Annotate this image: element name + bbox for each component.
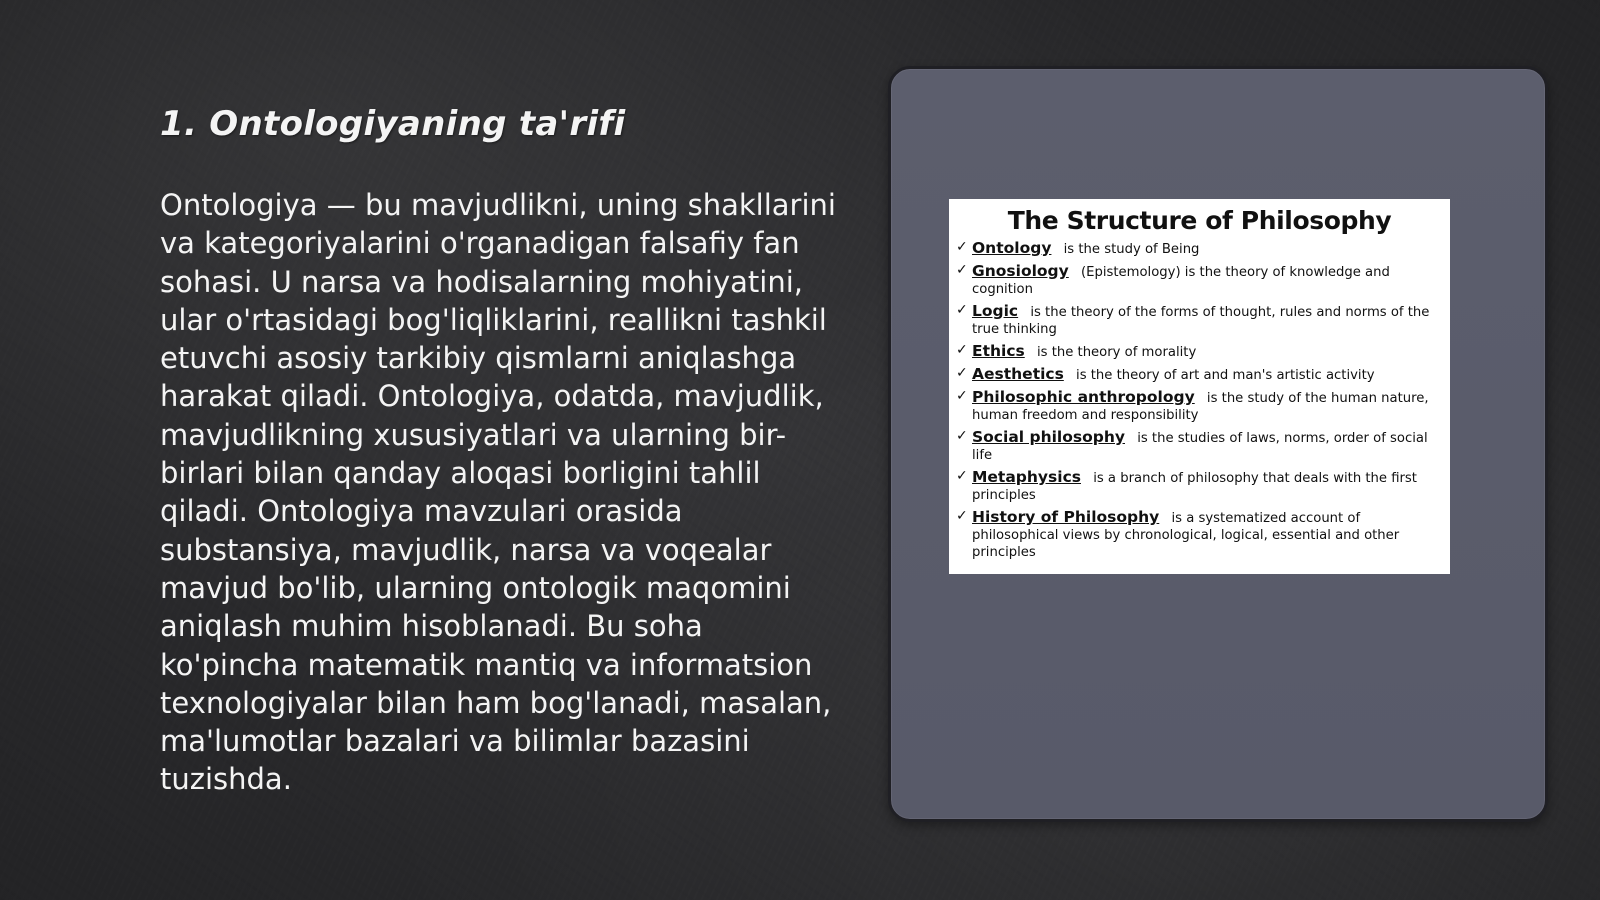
branch-term: Ethics bbox=[972, 342, 1025, 360]
branch-description: is the study of the human nature, human freedom and responsibility bbox=[972, 391, 1429, 423]
checkmark-icon: ✓ bbox=[956, 262, 968, 278]
list-item bbox=[955, 429, 1444, 464]
list-item bbox=[955, 343, 1444, 361]
branch-description: is the studies of laws, norms, order of social life bbox=[972, 431, 1428, 463]
branch-description: is the study of Being bbox=[1063, 242, 1200, 257]
list-item bbox=[955, 263, 1444, 298]
definition-paragraph: Ontologiya — bu mavjudlikni, uning shakllarini va kategoriyalarini o'rganadigan falsafiy fan sohasi. U narsa va hodisalarning mohiyatini, ular o'rtasidagi bog'liqliklarini, reallikni tashkil etuvchi asosiy tarkibiy qismlarni aniqlashga harakat qiladi. Ontologiya, odatda, mavjudlik, mavjudlikning xususiyatlari va ularning bir-birlari bilan qanday aloqasi borligini tahlil qiladi. Ontologiya mavzulari orasida substansiya, mavjudlik, narsa va voqealar mavjud bo'lib, ularning ontologik maqomini aniqlash muhim hisoblanadi. Bu soha ko'pincha matematik mantiq va informatsion texnologiyalar bilan ham bog'lanadi, masalan, ma'lumotlar bazalari va bilimlar bazasini tuzishda. bbox=[160, 188, 836, 797]
list-item bbox=[955, 509, 1444, 561]
list-item bbox=[955, 389, 1444, 424]
checkmark-icon: ✓ bbox=[956, 428, 968, 444]
branch-term: Aesthetics bbox=[972, 365, 1064, 383]
branch-description: is a branch of philosophy that deals with the first principles bbox=[972, 471, 1417, 503]
philosophy-structure-figure bbox=[949, 199, 1450, 574]
figure-title: The Structure of Philosophy bbox=[1007, 206, 1392, 235]
branch-term: Ontology bbox=[972, 239, 1052, 257]
checkmark-icon: ✓ bbox=[956, 365, 968, 381]
checkmark-icon: ✓ bbox=[956, 239, 968, 255]
checkmark-icon: ✓ bbox=[956, 468, 968, 484]
branch-description: is the theory of art and man's artistic activity bbox=[1076, 368, 1375, 383]
branch-term: Philosophic anthropology bbox=[972, 388, 1195, 406]
branch-term: Metaphysics bbox=[972, 468, 1081, 486]
branch-description: is the theory of the forms of thought, rules and norms of the true thinking bbox=[972, 305, 1430, 337]
branch-description: is a systematized account of philosophical views by chronological, logical, essential and other principles bbox=[972, 511, 1400, 560]
list-item bbox=[955, 366, 1444, 384]
checkmark-icon: ✓ bbox=[956, 342, 968, 358]
list-item bbox=[955, 303, 1444, 338]
checkmark-icon: ✓ bbox=[956, 388, 968, 404]
branch-description: (Epistemology) is the theory of knowledge and cognition bbox=[972, 265, 1390, 297]
list-item bbox=[955, 469, 1444, 504]
checkmark-icon: ✓ bbox=[956, 302, 968, 318]
checkmark-icon: ✓ bbox=[956, 508, 968, 524]
branch-term: History of Philosophy bbox=[972, 508, 1160, 526]
branch-term: Gnosiology bbox=[972, 262, 1069, 280]
branch-term: Social philosophy bbox=[972, 428, 1125, 446]
branch-term: Logic bbox=[972, 302, 1019, 320]
branch-description: is the theory of morality bbox=[1036, 345, 1197, 360]
slide-title: 1. Ontologiyaning ta'rifi bbox=[160, 104, 626, 144]
list-item bbox=[955, 240, 1444, 258]
philosophy-branch-list bbox=[955, 240, 1444, 561]
